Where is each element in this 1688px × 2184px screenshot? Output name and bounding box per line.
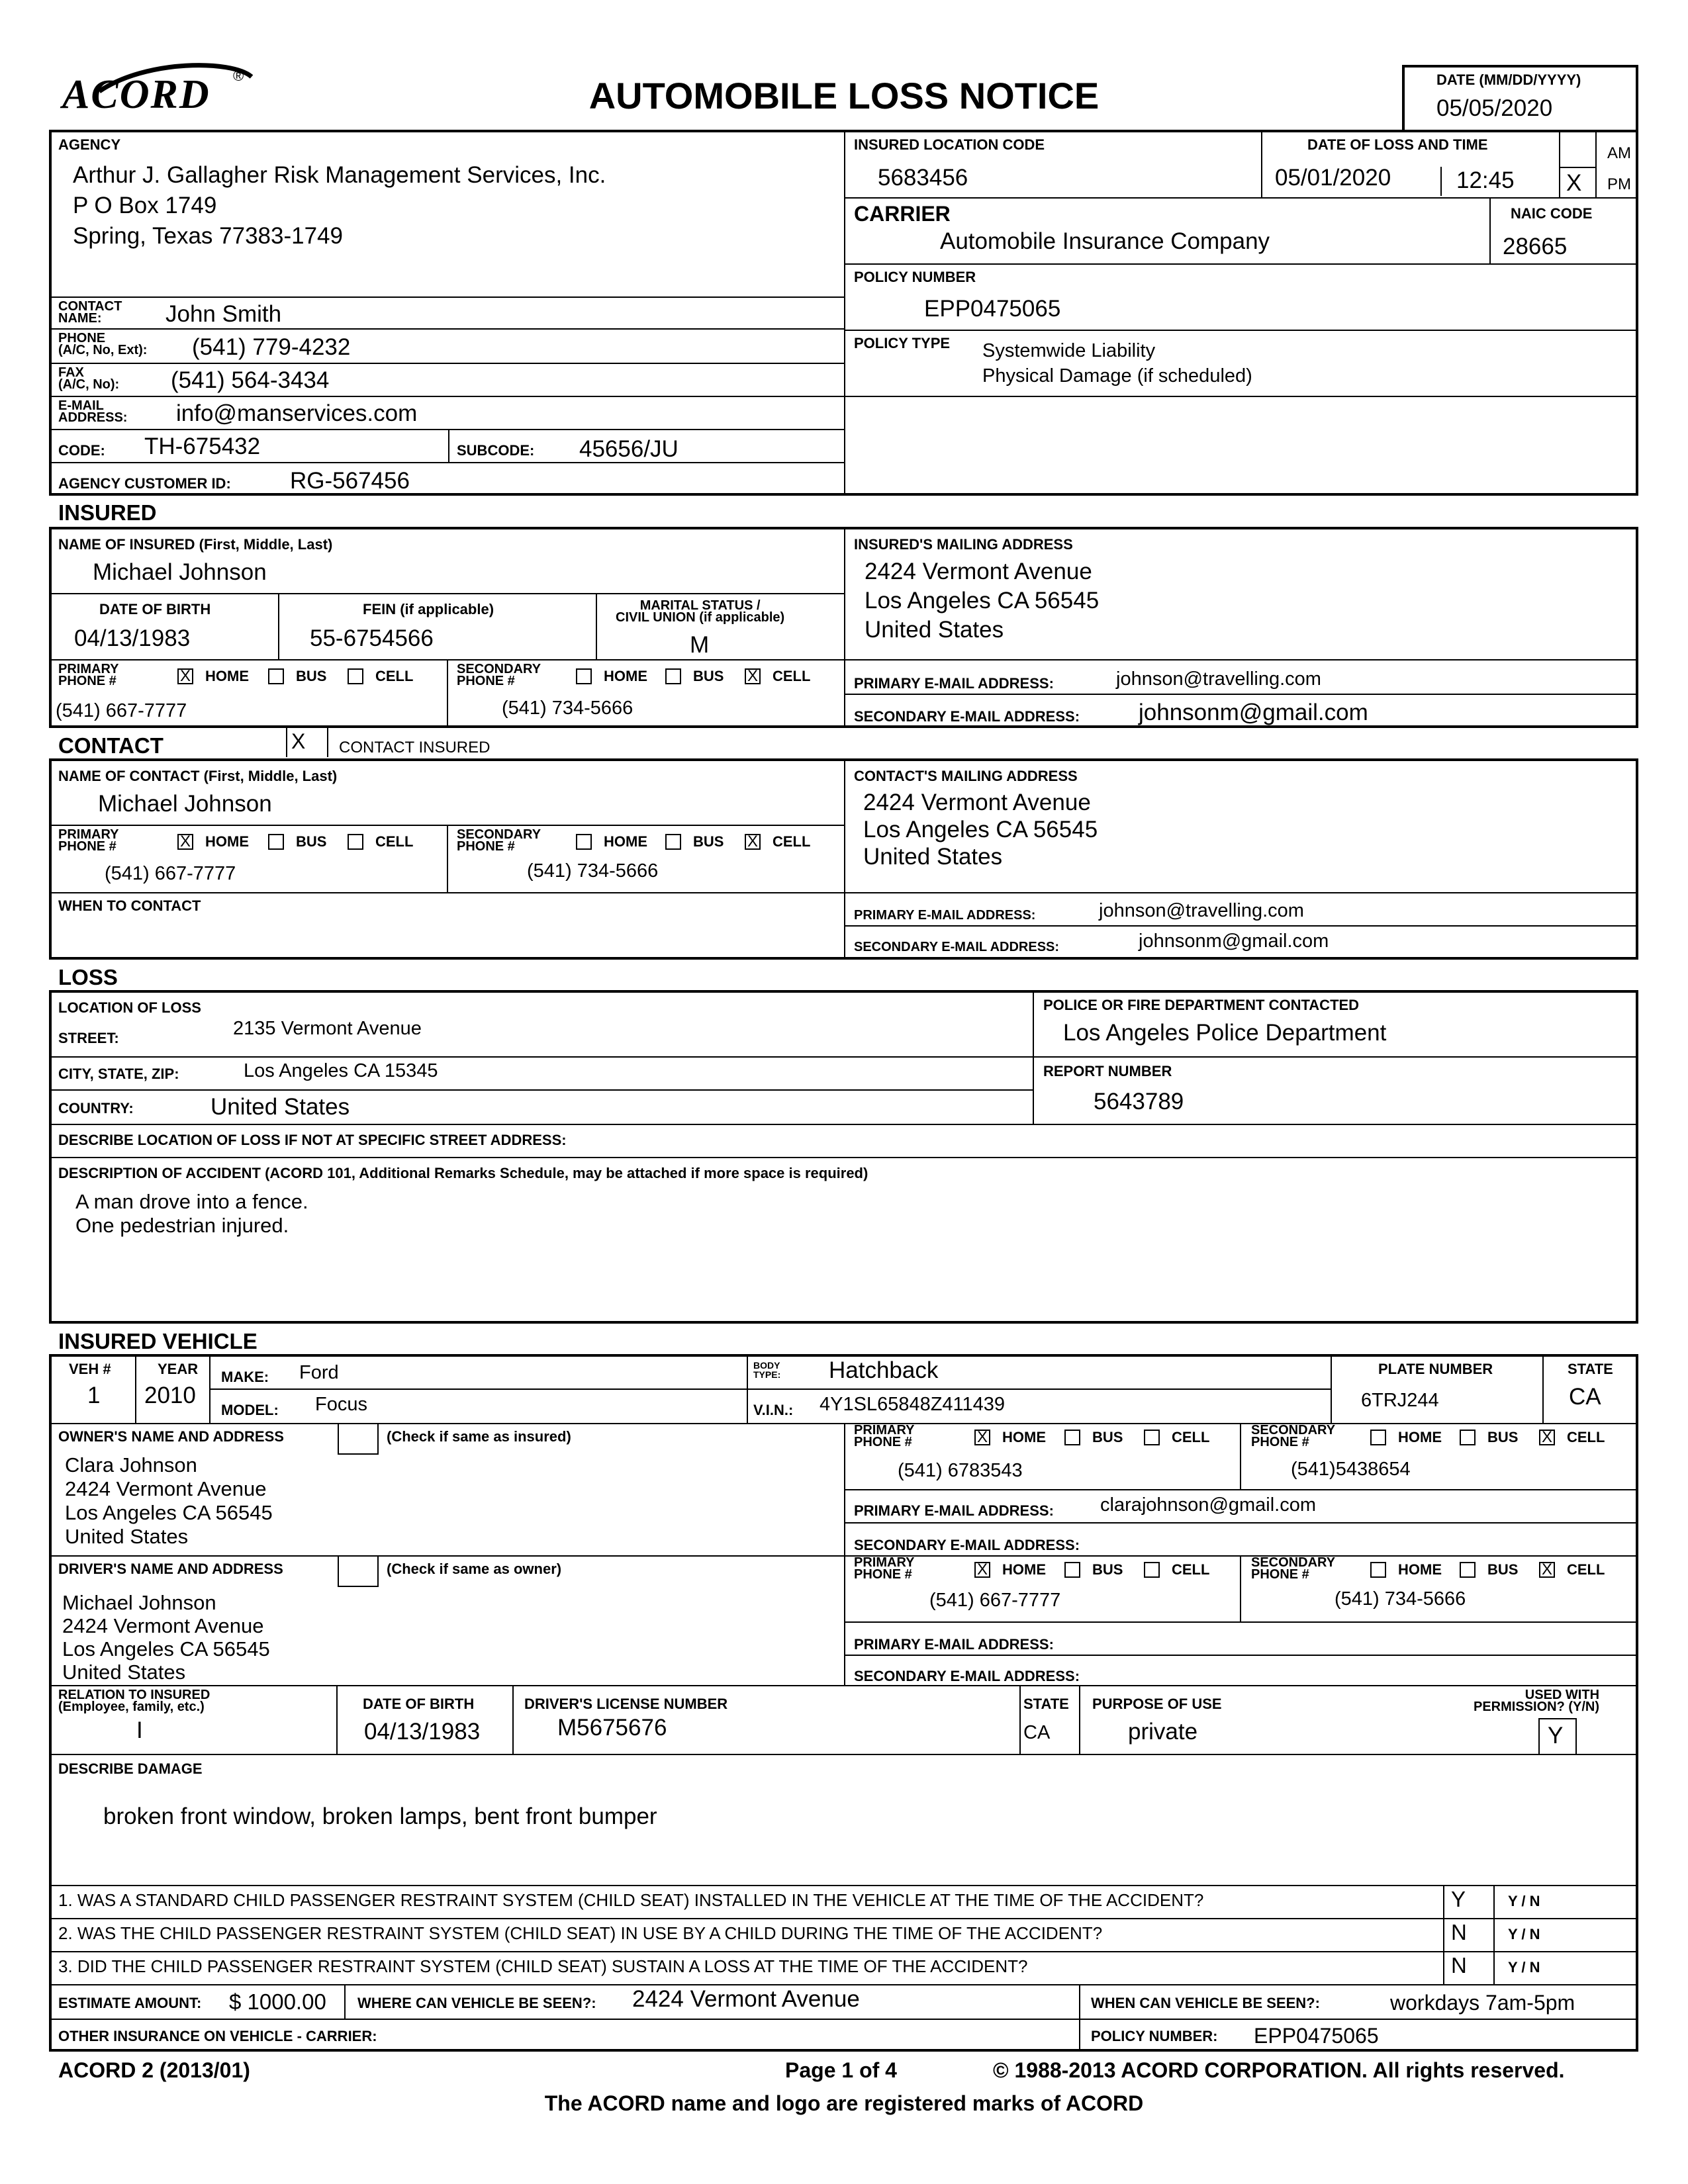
- divider: [845, 396, 1637, 397]
- divider: [447, 825, 448, 892]
- divider: [1440, 167, 1442, 196]
- divider: [1033, 1056, 1637, 1058]
- agency-contact-name[interactable]: John Smith: [165, 301, 282, 327]
- license-label: DRIVER'S LICENSE NUMBER: [524, 1696, 728, 1712]
- vehicle-model[interactable]: Focus: [315, 1394, 367, 1415]
- divider: [1443, 1885, 1444, 1984]
- report-number[interactable]: 5643789: [1094, 1089, 1184, 1115]
- owner-secondary-phone[interactable]: (541)5438654: [1291, 1459, 1411, 1480]
- owner-secondary-phone-label: SECONDARY PHONE #: [1251, 1423, 1336, 1449]
- divider: [50, 429, 844, 430]
- estimate-label: ESTIMATE AMOUNT:: [58, 1995, 202, 2011]
- bus-label: BUS: [693, 668, 724, 684]
- divider: [50, 296, 844, 298]
- page-number: Page 1 of 4: [785, 2058, 897, 2082]
- contact-primary-phone[interactable]: (541) 667-7777: [105, 863, 236, 884]
- owner-check-label: (Check if same as insured): [387, 1428, 571, 1445]
- am-label: AM: [1607, 144, 1631, 162]
- question-2-yn: Y / N: [1508, 1926, 1540, 1942]
- insured-mailing-label: INSURED'S MAILING ADDRESS: [854, 536, 1073, 553]
- permission-box[interactable]: [1538, 1718, 1577, 1754]
- damage-description[interactable]: broken front window, broken lamps, bent front bumper: [103, 1803, 657, 1829]
- contact-secondary-email[interactable]: johnsonm@gmail.com: [1139, 931, 1329, 952]
- policy-number-label: POLICY NUMBER: [854, 269, 976, 285]
- carrier-label: CARRIER: [854, 202, 951, 226]
- divider: [1493, 1885, 1495, 1984]
- estimate-amount[interactable]: $ 1000.00: [229, 1989, 326, 2014]
- home-label: HOME: [1398, 1561, 1442, 1578]
- question-3-answer[interactable]: N: [1451, 1953, 1467, 1978]
- description-label: DESCRIPTION OF ACCIDENT (ACORD 101, Additional Remarks Schedule, may be attached if more space is required): [58, 1165, 868, 1181]
- bus-label: BUS: [693, 833, 724, 850]
- divider: [50, 1157, 1637, 1158]
- divider: [1559, 131, 1560, 197]
- insured-marital[interactable]: M: [690, 632, 710, 658]
- bus-label: BUS: [296, 833, 327, 850]
- contact-section-title: CONTACT: [58, 733, 164, 758]
- driver-secondary-phone[interactable]: (541) 734-5666: [1335, 1588, 1466, 1610]
- when-to-contact-label: WHEN TO CONTACT: [58, 897, 201, 914]
- owner-primary-cell-checkbox[interactable]: [1144, 1430, 1160, 1445]
- insured-name-label: NAME OF INSURED (First, Middle, Last): [58, 536, 333, 553]
- divider: [1595, 131, 1597, 197]
- divider: [50, 328, 844, 330]
- fein-label: FEIN (if applicable): [363, 601, 494, 617]
- question-1: 1. WAS A STANDARD CHILD PASSENGER RESTRAINT SYSTEM (CHILD SEAT) INSTALLED IN THE VEHICLE AT THE TIME OF THE ACCIDENT?: [58, 1890, 1204, 1910]
- divider: [278, 593, 279, 659]
- secondary-phone-label: SECONDARY PHONE #: [457, 827, 541, 854]
- primary-email-label: PRIMARY E-MAIL ADDRESS:: [854, 675, 1054, 692]
- dob-label: DATE OF BIRTH: [99, 601, 211, 617]
- subcode-label: SUBCODE:: [457, 442, 535, 459]
- cell-label: CELL: [375, 833, 414, 850]
- divider: [50, 593, 844, 594]
- divider: [50, 1685, 1637, 1686]
- home-label: HOME: [604, 668, 647, 684]
- driver-primary-email-label: PRIMARY E-MAIL ADDRESS:: [854, 1636, 1054, 1653]
- divider: [344, 1984, 346, 2019]
- make-label: MAKE:: [221, 1369, 269, 1385]
- driver-dob[interactable]: 04/13/1983: [364, 1719, 481, 1745]
- divider: [50, 462, 844, 463]
- cell-label: CELL: [1172, 1561, 1210, 1578]
- driver-secondary-cell-checkbox[interactable]: X: [1539, 1562, 1555, 1578]
- divider: [50, 363, 844, 364]
- contact-secondary-cell-checkbox[interactable]: X: [745, 834, 761, 850]
- marital-label: MARITAL STATUS / CIVIL UNION (if applicable): [616, 598, 785, 625]
- home-label: HOME: [1002, 1429, 1046, 1445]
- contact-name[interactable]: Michael Johnson: [98, 791, 272, 817]
- divider: [596, 593, 597, 659]
- owner-address[interactable]: Clara Johnson 2424 Vermont Avenue Los Angeles CA 56545 United States: [65, 1453, 273, 1548]
- driver-primary-home-checkbox[interactable]: X: [974, 1562, 990, 1578]
- license-state[interactable]: CA: [1023, 1722, 1051, 1743]
- divider: [50, 1984, 1637, 1985]
- vehicle-year[interactable]: 2010: [144, 1383, 196, 1408]
- driver-primary-bus-checkbox[interactable]: [1064, 1562, 1080, 1578]
- divider: [50, 1918, 1637, 1919]
- agency-fax[interactable]: (541) 564-3434: [171, 367, 330, 393]
- owner-primary-email[interactable]: clarajohnson@gmail.com: [1100, 1494, 1317, 1516]
- fax-label: FAX (A/C, No):: [58, 365, 120, 392]
- cell-label: CELL: [1567, 1429, 1605, 1445]
- contact-insured-label: CONTACT INSURED: [339, 739, 491, 756]
- owner-same-checkbox[interactable]: [338, 1423, 379, 1455]
- driver-check-label: (Check if same as owner): [387, 1561, 562, 1577]
- owner-label: OWNER'S NAME AND ADDRESS: [58, 1428, 284, 1445]
- contact-secondary-bus-checkbox[interactable]: [665, 834, 681, 850]
- divider: [50, 1951, 1637, 1952]
- divider: [50, 1124, 1637, 1125]
- veh-label: VEH #: [69, 1361, 111, 1377]
- location-code-label: INSURED LOCATION CODE: [854, 136, 1045, 153]
- when-seen-label: WHEN CAN VEHICLE BE SEEN?:: [1091, 1995, 1320, 2011]
- cell-label: CELL: [1172, 1429, 1210, 1445]
- contact-mailing-label: CONTACT'S MAILING ADDRESS: [854, 768, 1078, 784]
- permission: Y: [1548, 1723, 1564, 1749]
- cell-label: CELL: [773, 668, 811, 684]
- divider: [1033, 991, 1034, 1124]
- acord-logo-text: ACORD: [62, 72, 211, 117]
- divider: [50, 892, 844, 893]
- vin-label: V.I.N.:: [753, 1402, 794, 1418]
- relation[interactable]: I: [136, 1717, 143, 1743]
- where-seen-label: WHERE CAN VEHICLE BE SEEN?:: [357, 1995, 596, 2011]
- primary-phone-label: PRIMARY PHONE #: [58, 827, 119, 854]
- owner-secondary-email-label: SECONDARY E-MAIL ADDRESS:: [854, 1537, 1080, 1553]
- registered-mark-icon: ®: [233, 68, 244, 84]
- loss-date-label: DATE OF LOSS AND TIME: [1307, 136, 1488, 153]
- divider: [845, 263, 1637, 265]
- contact-mailing-address[interactable]: 2424 Vermont Avenue Los Angeles CA 56545 United States: [863, 790, 1098, 870]
- divider: [1559, 167, 1595, 168]
- contact-name-label: CONTACT NAME:: [58, 299, 122, 326]
- other-insurance-label: OTHER INSURANCE ON VEHICLE - CARRIER:: [58, 2028, 377, 2044]
- divider: [845, 1621, 1637, 1623]
- bus-label: BUS: [1487, 1561, 1519, 1578]
- insured-primary-cell-checkbox[interactable]: [348, 668, 363, 684]
- owner-primary-home-checkbox[interactable]: X: [974, 1430, 990, 1445]
- home-label: HOME: [205, 668, 249, 684]
- contact-primary-bus-checkbox[interactable]: [268, 834, 284, 850]
- bus-label: BUS: [1092, 1561, 1123, 1578]
- cell-label: CELL: [1567, 1561, 1605, 1578]
- bus-label: BUS: [1487, 1429, 1519, 1445]
- question-3-yn: Y / N: [1508, 1959, 1540, 1976]
- divider: [50, 396, 844, 397]
- question-1-yn: Y / N: [1508, 1893, 1540, 1909]
- damage-label: DESCRIBE DAMAGE: [58, 1760, 203, 1777]
- body-type[interactable]: Hatchback: [829, 1357, 939, 1383]
- contact-secondary-home-checkbox[interactable]: [576, 834, 592, 850]
- divider: [845, 197, 1637, 199]
- insured-secondary-cell-checkbox[interactable]: X: [745, 668, 761, 684]
- customer-id-label: AGENCY CUSTOMER ID:: [58, 475, 231, 492]
- bus-label: BUS: [1092, 1429, 1123, 1445]
- divider: [50, 1754, 1637, 1755]
- home-label: HOME: [604, 833, 647, 850]
- form-number: ACORD 2 (2013/01): [58, 2058, 250, 2082]
- agency-address[interactable]: Arthur J. Gallagher Risk Management Services, Inc. P O Box 1749 Spring, Texas 77383-1749: [73, 162, 606, 249]
- owner-secondary-bus-checkbox[interactable]: [1460, 1430, 1476, 1445]
- loss-section-title: LOSS: [58, 965, 118, 989]
- insured-primary-email[interactable]: johnson@travelling.com: [1116, 668, 1321, 690]
- insured-secondary-email[interactable]: johnsonm@gmail.com: [1139, 700, 1368, 725]
- loss-city[interactable]: Los Angeles CA 15345: [244, 1060, 438, 1081]
- divider: [1542, 1355, 1544, 1423]
- policy-number[interactable]: EPP0475065: [924, 296, 1061, 322]
- owner-primary-bus-checkbox[interactable]: [1064, 1430, 1080, 1445]
- divider: [447, 659, 448, 727]
- divider: [845, 1489, 1637, 1490]
- home-label: HOME: [205, 833, 249, 850]
- model-label: MODEL:: [221, 1402, 279, 1418]
- date-field[interactable]: 05/05/2020: [1436, 95, 1553, 121]
- agency-customer-id[interactable]: RG-567456: [290, 468, 410, 494]
- driver-secondary-email-label: SECONDARY E-MAIL ADDRESS:: [854, 1668, 1080, 1684]
- driver-same-checkbox[interactable]: [338, 1555, 379, 1587]
- naic-label: NAIC CODE: [1511, 205, 1593, 222]
- insured-section-title: INSURED: [58, 500, 157, 525]
- naic-code[interactable]: 28665: [1503, 234, 1568, 259]
- insured-name[interactable]: Michael Johnson: [93, 559, 267, 585]
- divider: [844, 131, 845, 494]
- divider: [1489, 197, 1491, 263]
- divider: [512, 1685, 514, 1754]
- divider: [845, 1655, 1637, 1656]
- divider: [50, 1555, 1637, 1557]
- trademark-notice: The ACORD name and logo are registered marks of ACORD: [544, 2091, 1144, 2115]
- driver-secondary-home-checkbox[interactable]: [1370, 1562, 1386, 1578]
- driver-dob-label: DATE OF BIRTH: [363, 1696, 475, 1712]
- divider: [1019, 1685, 1021, 1754]
- insured-primary-phone[interactable]: (541) 667-7777: [56, 700, 187, 721]
- driver-primary-phone-label: PRIMARY PHONE #: [854, 1555, 915, 1582]
- street-label: STREET:: [58, 1030, 119, 1046]
- divider: [1079, 1984, 1080, 2050]
- divider: [845, 694, 1637, 695]
- vehicle-section-title: INSURED VEHICLE: [58, 1329, 258, 1353]
- divider: [50, 1056, 1033, 1058]
- insured-secondary-bus-checkbox[interactable]: [665, 668, 681, 684]
- owner-secondary-cell-checkbox[interactable]: X: [1539, 1430, 1555, 1445]
- loss-country[interactable]: United States: [211, 1094, 350, 1120]
- driver-label: DRIVER'S NAME AND ADDRESS: [58, 1561, 283, 1577]
- vin[interactable]: 4Y1SL65848Z411439: [820, 1394, 1006, 1415]
- body-type-label: BODY TYPE:: [753, 1360, 781, 1380]
- divider: [1261, 131, 1262, 197]
- insured-secondary-home-checkbox[interactable]: [576, 668, 592, 684]
- primary-phone-label: PRIMARY PHONE #: [58, 662, 119, 688]
- agency-phone[interactable]: (541) 779-4232: [192, 334, 351, 360]
- driver-address[interactable]: Michael Johnson 2424 Vermont Avenue Los Angeles CA 56545 United States: [62, 1591, 270, 1684]
- divider: [845, 925, 1637, 927]
- plate-state-label: STATE: [1568, 1361, 1613, 1377]
- driver-primary-phone[interactable]: (541) 667-7777: [929, 1590, 1061, 1611]
- pm-checkbox[interactable]: X: [1566, 170, 1582, 196]
- divider: [845, 659, 1637, 660]
- divider: [1240, 1423, 1241, 1489]
- insured-fein[interactable]: 55-6754566: [310, 625, 434, 651]
- question-3: 3. DID THE CHILD PASSENGER RESTRAINT SYSTEM (CHILD SEAT) SUSTAIN A LOSS AT THE TIME OF THE ACCIDENT?: [58, 1956, 1028, 1976]
- loss-street[interactable]: 2135 Vermont Avenue: [233, 1018, 422, 1039]
- year-label: YEAR: [158, 1361, 199, 1377]
- email-label: E-MAIL ADDRESS:: [58, 398, 128, 425]
- license-state-label: STATE: [1023, 1696, 1069, 1712]
- contact-insured-mark: X: [291, 729, 306, 753]
- plate-label: PLATE NUMBER: [1378, 1361, 1493, 1377]
- owner-primary-phone-label: PRIMARY PHONE #: [854, 1423, 915, 1449]
- insured-secondary-phone[interactable]: (541) 734-5666: [502, 698, 633, 719]
- loss-time[interactable]: 12:45: [1456, 167, 1515, 193]
- police-department[interactable]: Los Angeles Police Department: [1063, 1020, 1387, 1046]
- insured-mailing-address[interactable]: 2424 Vermont Avenue Los Angeles CA 56545 United States: [865, 559, 1100, 643]
- driver-primary-cell-checkbox[interactable]: [1144, 1562, 1160, 1578]
- plate-state[interactable]: CA: [1569, 1384, 1601, 1410]
- divider: [747, 1355, 748, 1423]
- divider: [50, 2019, 1637, 2020]
- bus-label: BUS: [296, 668, 327, 684]
- policy-type-1[interactable]: Systemwide Liability: [982, 340, 1156, 361]
- divider: [448, 429, 449, 462]
- agency-code[interactable]: TH-675432: [144, 433, 261, 459]
- license-number[interactable]: M5675676: [557, 1715, 667, 1741]
- vehicle-policy-number-label: POLICY NUMBER:: [1091, 2028, 1218, 2044]
- policy-type-label: POLICY TYPE: [854, 335, 951, 351]
- relation-label: RELATION TO INSURED (Employee, family, etc.): [58, 1688, 211, 1714]
- report-number-label: REPORT NUMBER: [1043, 1063, 1172, 1079]
- purpose-of-use[interactable]: private: [1128, 1719, 1198, 1745]
- divider: [50, 1089, 1033, 1091]
- divider: [845, 1522, 1637, 1524]
- contact-primary-email-label: PRIMARY E-MAIL ADDRESS:: [854, 908, 1036, 923]
- code-label: CODE:: [58, 442, 105, 459]
- divider: [336, 1685, 338, 1754]
- purpose-label: PURPOSE OF USE: [1092, 1696, 1222, 1712]
- divider: [135, 1355, 136, 1423]
- owner-secondary-home-checkbox[interactable]: [1370, 1430, 1386, 1445]
- divider: [844, 760, 845, 958]
- describe-location-label: DESCRIBE LOCATION OF LOSS IF NOT AT SPECIFIC STREET ADDRESS:: [58, 1132, 567, 1148]
- owner-primary-phone[interactable]: (541) 6783543: [898, 1460, 1023, 1481]
- where-seen[interactable]: 2424 Vermont Avenue: [632, 1986, 860, 2012]
- when-seen[interactable]: workdays 7am-5pm: [1390, 1991, 1575, 2015]
- divider: [844, 528, 845, 727]
- question-2-answer[interactable]: N: [1451, 1920, 1467, 1944]
- divider: [1331, 1355, 1332, 1423]
- carrier[interactable]: Automobile Insurance Company: [940, 228, 1270, 254]
- driver-secondary-phone-label: SECONDARY PHONE #: [1251, 1555, 1336, 1582]
- contact-insured-checkbox[interactable]: [286, 728, 328, 757]
- divider: [50, 1885, 1637, 1886]
- form-title: AUTOMOBILE LOSS NOTICE: [588, 75, 1100, 116]
- agency-label: AGENCY: [58, 136, 121, 153]
- divider: [845, 330, 1637, 331]
- pm-label: PM: [1607, 175, 1631, 193]
- agency-subcode[interactable]: 45656/JU: [579, 436, 679, 462]
- insured-dob[interactable]: 04/13/1983: [74, 625, 191, 651]
- agency-email[interactable]: info@manservices.com: [176, 400, 418, 426]
- country-label: COUNTRY:: [58, 1100, 134, 1116]
- contact-secondary-phone[interactable]: (541) 734-5666: [527, 860, 659, 882]
- phone-label: PHONE (A/C, No, Ext):: [58, 331, 148, 357]
- vehicle-make[interactable]: Ford: [299, 1362, 339, 1383]
- home-label: HOME: [1398, 1429, 1442, 1445]
- insured-primary-home-checkbox[interactable]: X: [177, 668, 193, 684]
- insured-primary-bus-checkbox[interactable]: [268, 668, 284, 684]
- vehicle-policy-number[interactable]: EPP0475065: [1254, 2024, 1379, 2048]
- contact-primary-cell-checkbox[interactable]: [348, 834, 363, 850]
- home-label: HOME: [1002, 1561, 1046, 1578]
- policy-type-2[interactable]: Physical Damage (if scheduled): [982, 365, 1252, 387]
- owner-primary-email-label: PRIMARY E-MAIL ADDRESS:: [854, 1502, 1054, 1519]
- divider: [845, 892, 1637, 893]
- location-code[interactable]: 5683456: [878, 165, 968, 191]
- contact-secondary-email-label: SECONDARY E-MAIL ADDRESS:: [854, 940, 1060, 954]
- copyright: © 1988-2013 ACORD CORPORATION. All rights reserved.: [993, 2058, 1565, 2082]
- loss-date[interactable]: 05/01/2020: [1275, 165, 1391, 191]
- question-2: 2. WAS THE CHILD PASSENGER RESTRAINT SYSTEM (CHILD SEAT) IN USE BY A CHILD DURING THE TIME OF THE ACCIDENT?: [58, 1923, 1103, 1943]
- police-label: POLICE OR FIRE DEPARTMENT CONTACTED: [1043, 997, 1360, 1013]
- city-label: CITY, STATE, ZIP:: [58, 1066, 179, 1082]
- divider: [209, 1388, 1331, 1390]
- contact-primary-home-checkbox[interactable]: X: [177, 834, 193, 850]
- veh-number[interactable]: 1: [87, 1383, 101, 1408]
- divider: [1240, 1555, 1241, 1621]
- secondary-phone-label: SECONDARY PHONE #: [457, 662, 541, 688]
- accident-description[interactable]: A man drove into a fence. One pedestrian injured.: [75, 1190, 308, 1237]
- divider: [844, 1423, 845, 1685]
- secondary-email-label: SECONDARY E-MAIL ADDRESS:: [854, 708, 1080, 725]
- driver-secondary-bus-checkbox[interactable]: [1460, 1562, 1476, 1578]
- cell-label: CELL: [773, 833, 811, 850]
- permission-label: USED WITH PERMISSION? (Y/N): [1474, 1688, 1600, 1714]
- divider: [1079, 1685, 1080, 1754]
- plate-number[interactable]: 6TRJ244: [1361, 1390, 1439, 1411]
- location-of-loss-label: LOCATION OF LOSS: [58, 999, 201, 1016]
- contact-name-label: NAME OF CONTACT (First, Middle, Last): [58, 768, 338, 784]
- date-label: DATE (MM/DD/YYYY): [1436, 71, 1581, 88]
- contact-primary-email[interactable]: johnson@travelling.com: [1099, 900, 1304, 921]
- question-1-answer[interactable]: Y: [1451, 1887, 1466, 1911]
- cell-label: CELL: [375, 668, 414, 684]
